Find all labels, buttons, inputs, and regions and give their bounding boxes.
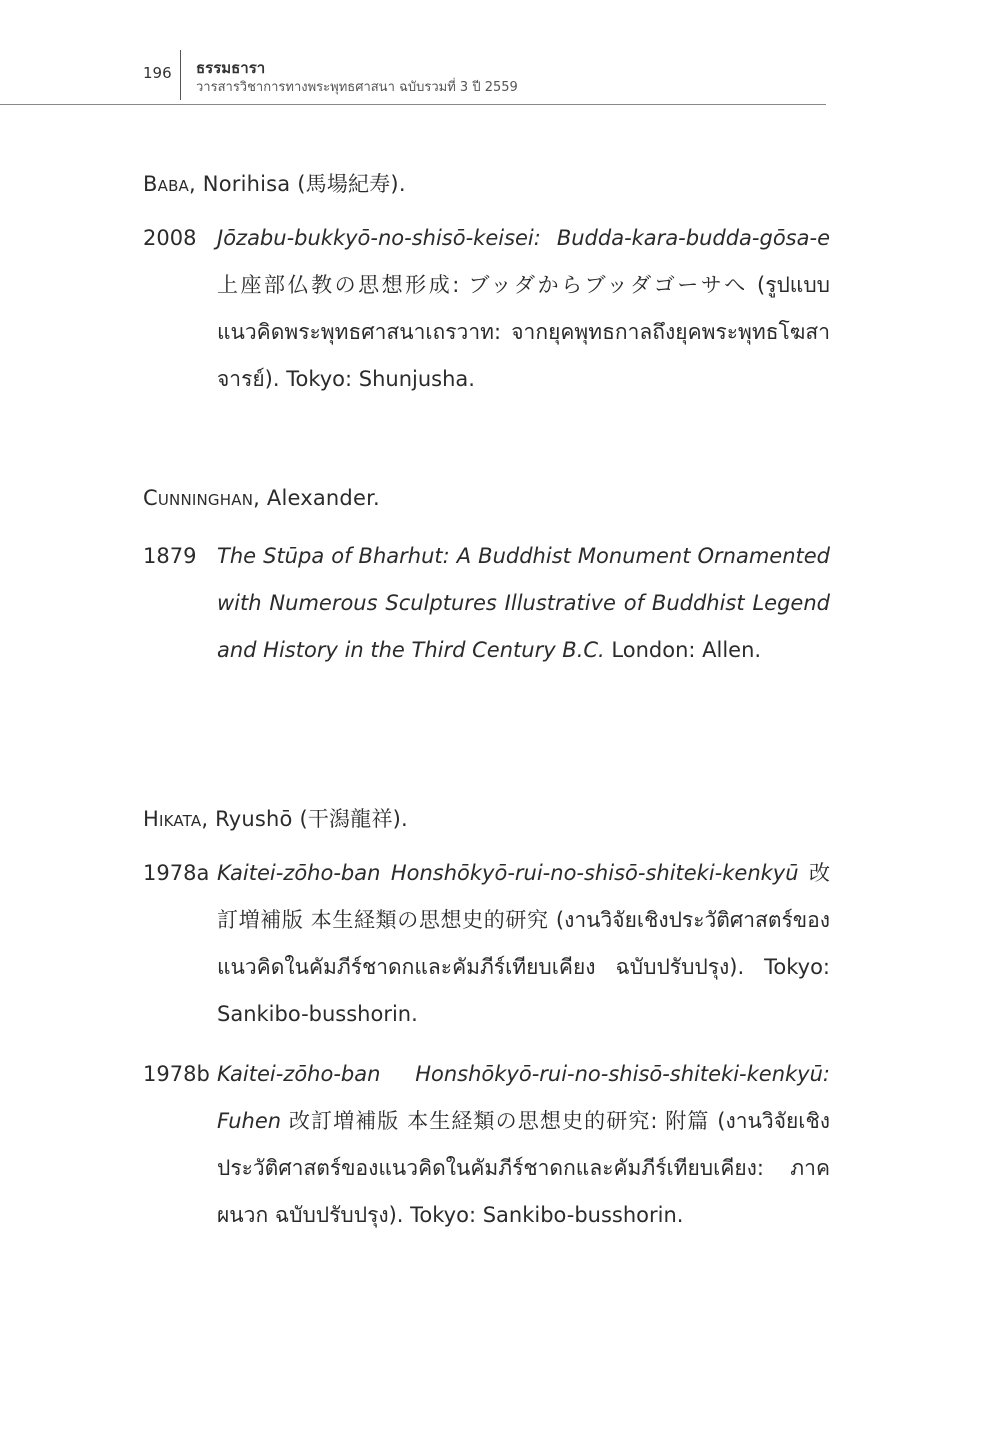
author-given: , Norihisa (馬場紀寿). [189, 172, 406, 196]
bib-entry-cunninghan-1879 [143, 533, 830, 674]
bib-author-hikata [143, 803, 408, 833]
entry-body [217, 215, 830, 403]
bib-entry-hikata-1978b [143, 1051, 830, 1239]
entry-body [217, 533, 830, 674]
author-given: , Alexander. [253, 486, 380, 510]
entry-body [217, 850, 830, 1038]
entry-year: 1978a [143, 861, 210, 885]
entry-year: 1879 [143, 544, 197, 568]
entry-title: Kaitei-zōho-ban Honshōkyō-rui-no-shisō-shiteki-kenkyū: Fuhen [217, 1062, 830, 1133]
author-surname: Hikata [143, 807, 202, 831]
bib-author-baba [143, 168, 406, 198]
entry-details: 改訂増補版 本生経類の思想史的研究: 附篇 (งานวิจัยเชิงประวัติศาสตร์ของแนวคิดในคัมภีร์ชาดกและคัมภีร์เทียบเคียง: ภาคผนวก ฉบับปรับปรุง). Tokyo: Sankibo-busshorin. [217, 1109, 830, 1227]
entry-title: The Stūpa of Bharhut: A Buddhist Monument Ornamented with Numerous Sculptures Illustrative of Buddhist Legend and History in the Third Century B.C. [217, 544, 830, 662]
author-surname: Baba [143, 172, 190, 196]
bib-author-cunninghan [143, 486, 380, 510]
entry-details: 改訂増補版 本生経類の思想史的研究 (งานวิจัยเชิงประวัติศาสตร์ของแนวคิดในคัมภีร์ชาดกและคัมภีร์เทียบเคียง ฉบับปรับปรุง). Tokyo: Sankibo-busshorin. [217, 861, 830, 1026]
bib-entry-hikata-1978a [143, 850, 830, 1038]
entry-body [217, 1051, 830, 1239]
author-surname: Cunninghan [143, 486, 254, 510]
entry-title: Jōzabu-bukkyō-no-shisō-keisei: Budda-kara-budda-gōsa-e [217, 226, 830, 250]
entry-year: 1978b [143, 1062, 210, 1086]
journal-subtitle: วารสารวิชาการทางพระพุทธศาสนา ฉบับรวมที่ 3 ปี 2559 [196, 80, 518, 95]
entry-details: 上座部仏教の思想形成: ブッダからブッダゴーサへ (รูปแบบแนวคิดพระพุทธศาสนาเถรวาท: จากยุคพุทธกาลถึงยุคพระพุทธโฆสาจารย์). Tokyo: Shunjusha. [217, 273, 830, 391]
page-header [0, 0, 1000, 110]
entry-details: London: Allen. [604, 638, 762, 662]
bib-entry-baba-2008 [143, 215, 830, 403]
entry-year: 2008 [143, 226, 197, 250]
header-divider-horizontal [0, 104, 826, 105]
author-given: , Ryushō (干潟龍祥). [201, 807, 408, 831]
header-divider-vertical [180, 50, 181, 100]
journal-title: ธรรมธารา [196, 59, 266, 77]
page-number: 196 [143, 64, 172, 82]
entry-title: Kaitei-zōho-ban Honshōkyō-rui-no-shisō-shiteki-kenkyū [217, 861, 799, 885]
